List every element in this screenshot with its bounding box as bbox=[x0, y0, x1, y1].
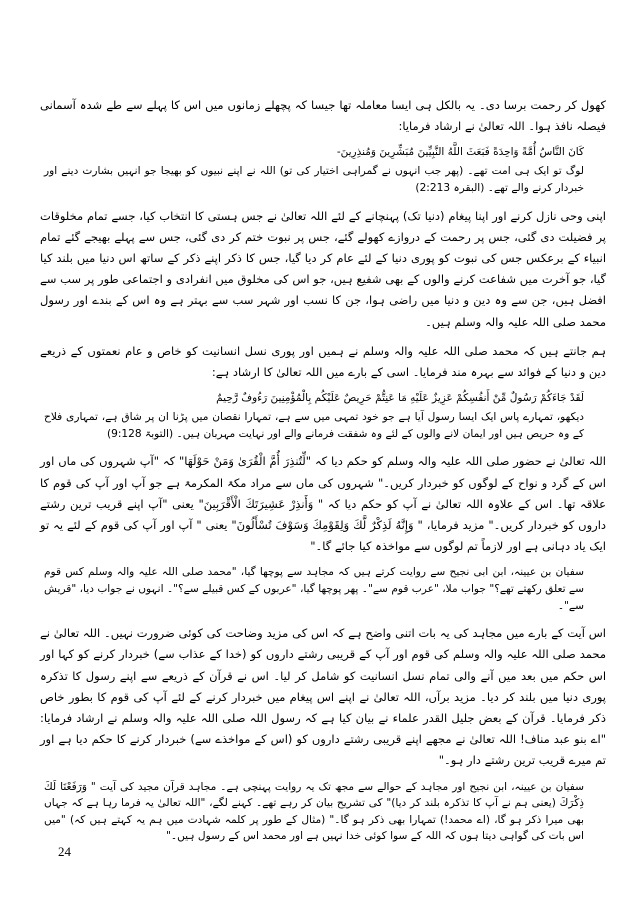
text-line: شاق ہے، تمہاری فلاح کے وہ حریص ہیں اور ایمان لانے والوں کے لئے وہ شفقت فرمانے والے اور bbox=[44, 411, 584, 440]
text-line: عذاب سے) خبردار کرنے کو کہا اور اس حکم میں بعد میں آنے والی تمام نسل انسانیت کو شامل کر لیا۔ bbox=[40, 647, 607, 683]
paragraph-text bbox=[40, 626, 606, 767]
text-line: اپنی وحی نازل کرنے اور اپنا پیغام (دنیا تک) پہنچانے کے لئے اللہ تعالیٰ نے جس ہستی کا انتخاب کیا، bbox=[139, 208, 606, 223]
text-line: خدا نہیں ہے اور محمد اس کے رسول ہیں۔" bbox=[165, 830, 362, 843]
indented-block bbox=[40, 390, 606, 442]
text-line: سفیان بن عیینہ، ابن نجیح اور مجاہد کے حوالے سے مجھ تک یہ روایت پہنچی ہے۔ مجاہد قرآن مجید bbox=[137, 780, 585, 793]
text-line: اس نے قرآن کے ذریعے سے اپنے رسول کا تذکرہ پوری دنیا میں بلند کر دیا۔ مزید برآں، اللہ تعالیٰ نے bbox=[40, 668, 607, 704]
text-line: راضی ہوا، جن کا نسب اور شہر سب سے بہتر ہے وہ اس کے بندے اور رسول محمد صلی اللہ علیہ والہ bbox=[40, 293, 606, 329]
paragraph-text bbox=[40, 209, 606, 329]
paragraph-text bbox=[44, 411, 584, 440]
text-line: انہیں بشارت دینے اور خبردار کرنے والے تھے۔ (البقرہ 2:213) bbox=[44, 165, 584, 194]
text-line: ہیں، جو اس کی مخلوق میں انفرادی و اجتماعی طور پر سب سے افضل ہیں، جن سے وہ دین و دنیا میں bbox=[40, 272, 607, 308]
text-line: اللہ تعالیٰ نے حضور صلی اللہ علیہ والہ وسلم کو حکم دیا کہ "لِّتُنذِرَ أُمَّ الْقُرَىٰ وَمَنْ حَوْلَهَا" کہ "آپ شہروں کی ماں bbox=[58, 454, 606, 469]
paragraph bbox=[40, 95, 606, 137]
page-number: 24 bbox=[58, 844, 71, 859]
text-line: سفیان بن عیینہ، ابن ابی نجیح سے روایت کرتے ہیں کہ مجاہد سے پوچھا گیا، "محمد صلی اللہ علیہ والہ وسلم bbox=[88, 566, 584, 579]
text-line: جس کا ذکر اپنے ذکر کے ساتھ اس دنیا میں بلند کیا گیا، جو آخرت میں شفاعت کرنے والوں کے بھی شفیع bbox=[40, 251, 606, 287]
paragraph bbox=[40, 206, 606, 333]
text-line: تم میرے قریب ترین رشتے دار ہو۔" bbox=[438, 753, 606, 768]
text-line: دیکھو، تمہارے پاس ایک ایسا رسول آیا ہے جو خود تمہی میں سے ہے، تمہارا نقصان میں پڑنا ان پر bbox=[145, 411, 584, 424]
text-line: شدہ آسمانی فیصلہ نافذ ہوا۔ اللہ تعالیٰ نے ارشاد فرمایا: bbox=[40, 98, 606, 134]
text-line: کے طور پر کلمہ شہادت میں ہم یہ کہتے ہیں کہ) "میں اس بات کی گواہی دیتا ہوں کہ اللہ کے سوا کوئی bbox=[44, 813, 584, 843]
paragraph-text bbox=[44, 566, 584, 611]
text-line: جسے تمام مخلوقات پر فضیلت دی گئی، جس پر رحمت کے دروازے کھولے گئے، جس پر نبوت ختم کر bbox=[40, 208, 607, 244]
text-line: قوم کے لئے یہ تو ایک یاد دہانی ہے اور لازماً تم لوگوں سے مواخذہ کیا جائے گا۔" bbox=[40, 518, 606, 554]
text-line: لوگ تو ایک ہی امت تھے۔ (پھر جب انہوں نے گمراہی اختیار کی تو) اللہ نے اپنے نبیوں کو بھیجا جو bbox=[144, 165, 584, 178]
text-line: کے ذریعے دین و دنیا کے فوائد سے بہرہ مند فرمایا۔ اسی کے بارے میں اللہ تعالیٰ کا ارشاد ہے: bbox=[40, 343, 606, 380]
text-line: اس آیت کے بارے میں مجاہد کی یہ بات اتنی واضح ہے کہ اس کی مزید وضاحت کی کوئی ضرورت bbox=[136, 626, 606, 641]
paragraph-text bbox=[44, 165, 584, 194]
text-line: کس قوم سے تعلق رکھتے تھے؟" جواب ملا، "عرب قوم سے"۔ پھر پوچھا گیا، "عربوں کے کس قبیلے bbox=[44, 566, 584, 596]
indented-block bbox=[40, 564, 606, 614]
text-line: تعالیٰ نے مجھے اپنے قریبی رشتے داروں کو (اس کے مواخذے سے) خبردار کرنے کا حکم دیا ہے اور bbox=[40, 732, 495, 747]
text-line: القدر علماء نے بیان کیا ہے کہ رسول اللہ صلی اللہ علیہ والہ وسلم نے ارشاد فرمایا: "اے بنو عبد مناف! اللہ bbox=[40, 711, 606, 747]
text-line: وسلم ہیں۔ bbox=[425, 314, 482, 329]
text-line: سے؟"۔ انہوں نے جواب دیا، "قریش سے"۔ bbox=[44, 583, 584, 612]
quran-verse: لَقَدْ جَاءَكُمْ رَسُولٌ مِّنْ أَنفُسِكُمْ عَزِيزٌ عَلَيْهِ مَا عَنِتُّمْ حَرِيصٌ عَلَيْكُم بِالْمُؤْمِنِينَ رَءُوفٌ رَّحِيمٌ bbox=[216, 392, 584, 405]
quran-verse: كَانَ النَّاسُ أُمَّةً وَاحِدَةً فَبَعَثَ اللَّهُ النَّبِيِّينَ مُبَشِّرِينَ وَمُنذِرِينَ- bbox=[336, 146, 584, 159]
document-body bbox=[40, 95, 606, 854]
paragraph bbox=[40, 341, 606, 383]
text-line: کھول کر رحمت برسا دی۔ یہ بالکل ہی ایسا معاملہ تھا جیسا کہ پچھلے زمانوں میں اس کا پہلے سے طے bbox=[106, 98, 606, 112]
text-line: قریب ترین رشتے داروں کو خبردار کریں۔" مزید فرمایا، " وَإِنَّهُ لَذِكْرٌ لَّكَ وَلِقَوْمِكَ وَسَوْفَ تُسْأَلُونَ" یعنی " آپ اور آپ کی bbox=[40, 496, 607, 533]
text-line: اپنے اس پیغام میں خبردار کرنے کے لئے آپ کی قوم کا بطور خاص ذکر فرمایا۔ قرآن کے بعض جلیل bbox=[40, 689, 606, 726]
text-line: نہایت مہربان ہیں۔ (التوبۃ 9:128) bbox=[106, 427, 265, 440]
text-line: کی آیت " وَرَفَعْنَا لَكَ ذِكْرَكَ (یعنی ہم نے آپ کا تذکرہ بلند کر دیا)" کی تشریح بیان کر رہے تھے۔ کہنے bbox=[44, 780, 584, 810]
text-line: لگے، "اللہ تعالیٰ یہ فرما رہا ہے کہ جہاں بھی میرا ذکر ہو گا، (اے محمد!) تمہارا بھی ذکر ہو گا۔" (مثال bbox=[44, 797, 585, 826]
paragraph-text bbox=[40, 454, 606, 553]
paragraph-text bbox=[40, 98, 606, 133]
paragraph bbox=[40, 623, 606, 771]
indented-block bbox=[40, 144, 606, 196]
paragraph-text bbox=[40, 344, 606, 379]
paragraph bbox=[40, 451, 606, 557]
text-line: اور اس کے گرد و نواح کے لوگوں کو خبردار کریں۔" شہروں کی ماں سے مراد مکۃ المکرمۃ ہے جو آپ اور آپ bbox=[40, 454, 606, 490]
text-line: کی قوم کا علاقہ تھا۔ اس کے علاوہ اللہ تعالیٰ نے آپ کو حکم دیا کہ " وَأَنذِرْ عَشِيرَتَكَ الْأَقْرَبِينَ" یعنی "آپ اپنے bbox=[40, 475, 607, 511]
text-line: نہیں۔ اللہ تعالیٰ نے محمد صلی اللہ علیہ والہ وسلم کی قوم اور آپ کے قریبی رشتے داروں کو (خدا کے bbox=[40, 626, 607, 662]
paragraph-text bbox=[44, 781, 584, 843]
text-line: ہم جانتے ہیں کہ محمد صلی اللہ علیہ والہ وسلم نے ہمیں اور پوری نسل انسانیت کو خاص و عام نعمتوں bbox=[87, 343, 607, 358]
text-line: دی گئی، جس سے پہلے بھیجے گئے تمام انبیاء کے برعکس جس کی نبوت کو پوری دنیا کے لئے عام کر دیا گیا، bbox=[40, 229, 607, 265]
indented-block bbox=[40, 779, 606, 845]
